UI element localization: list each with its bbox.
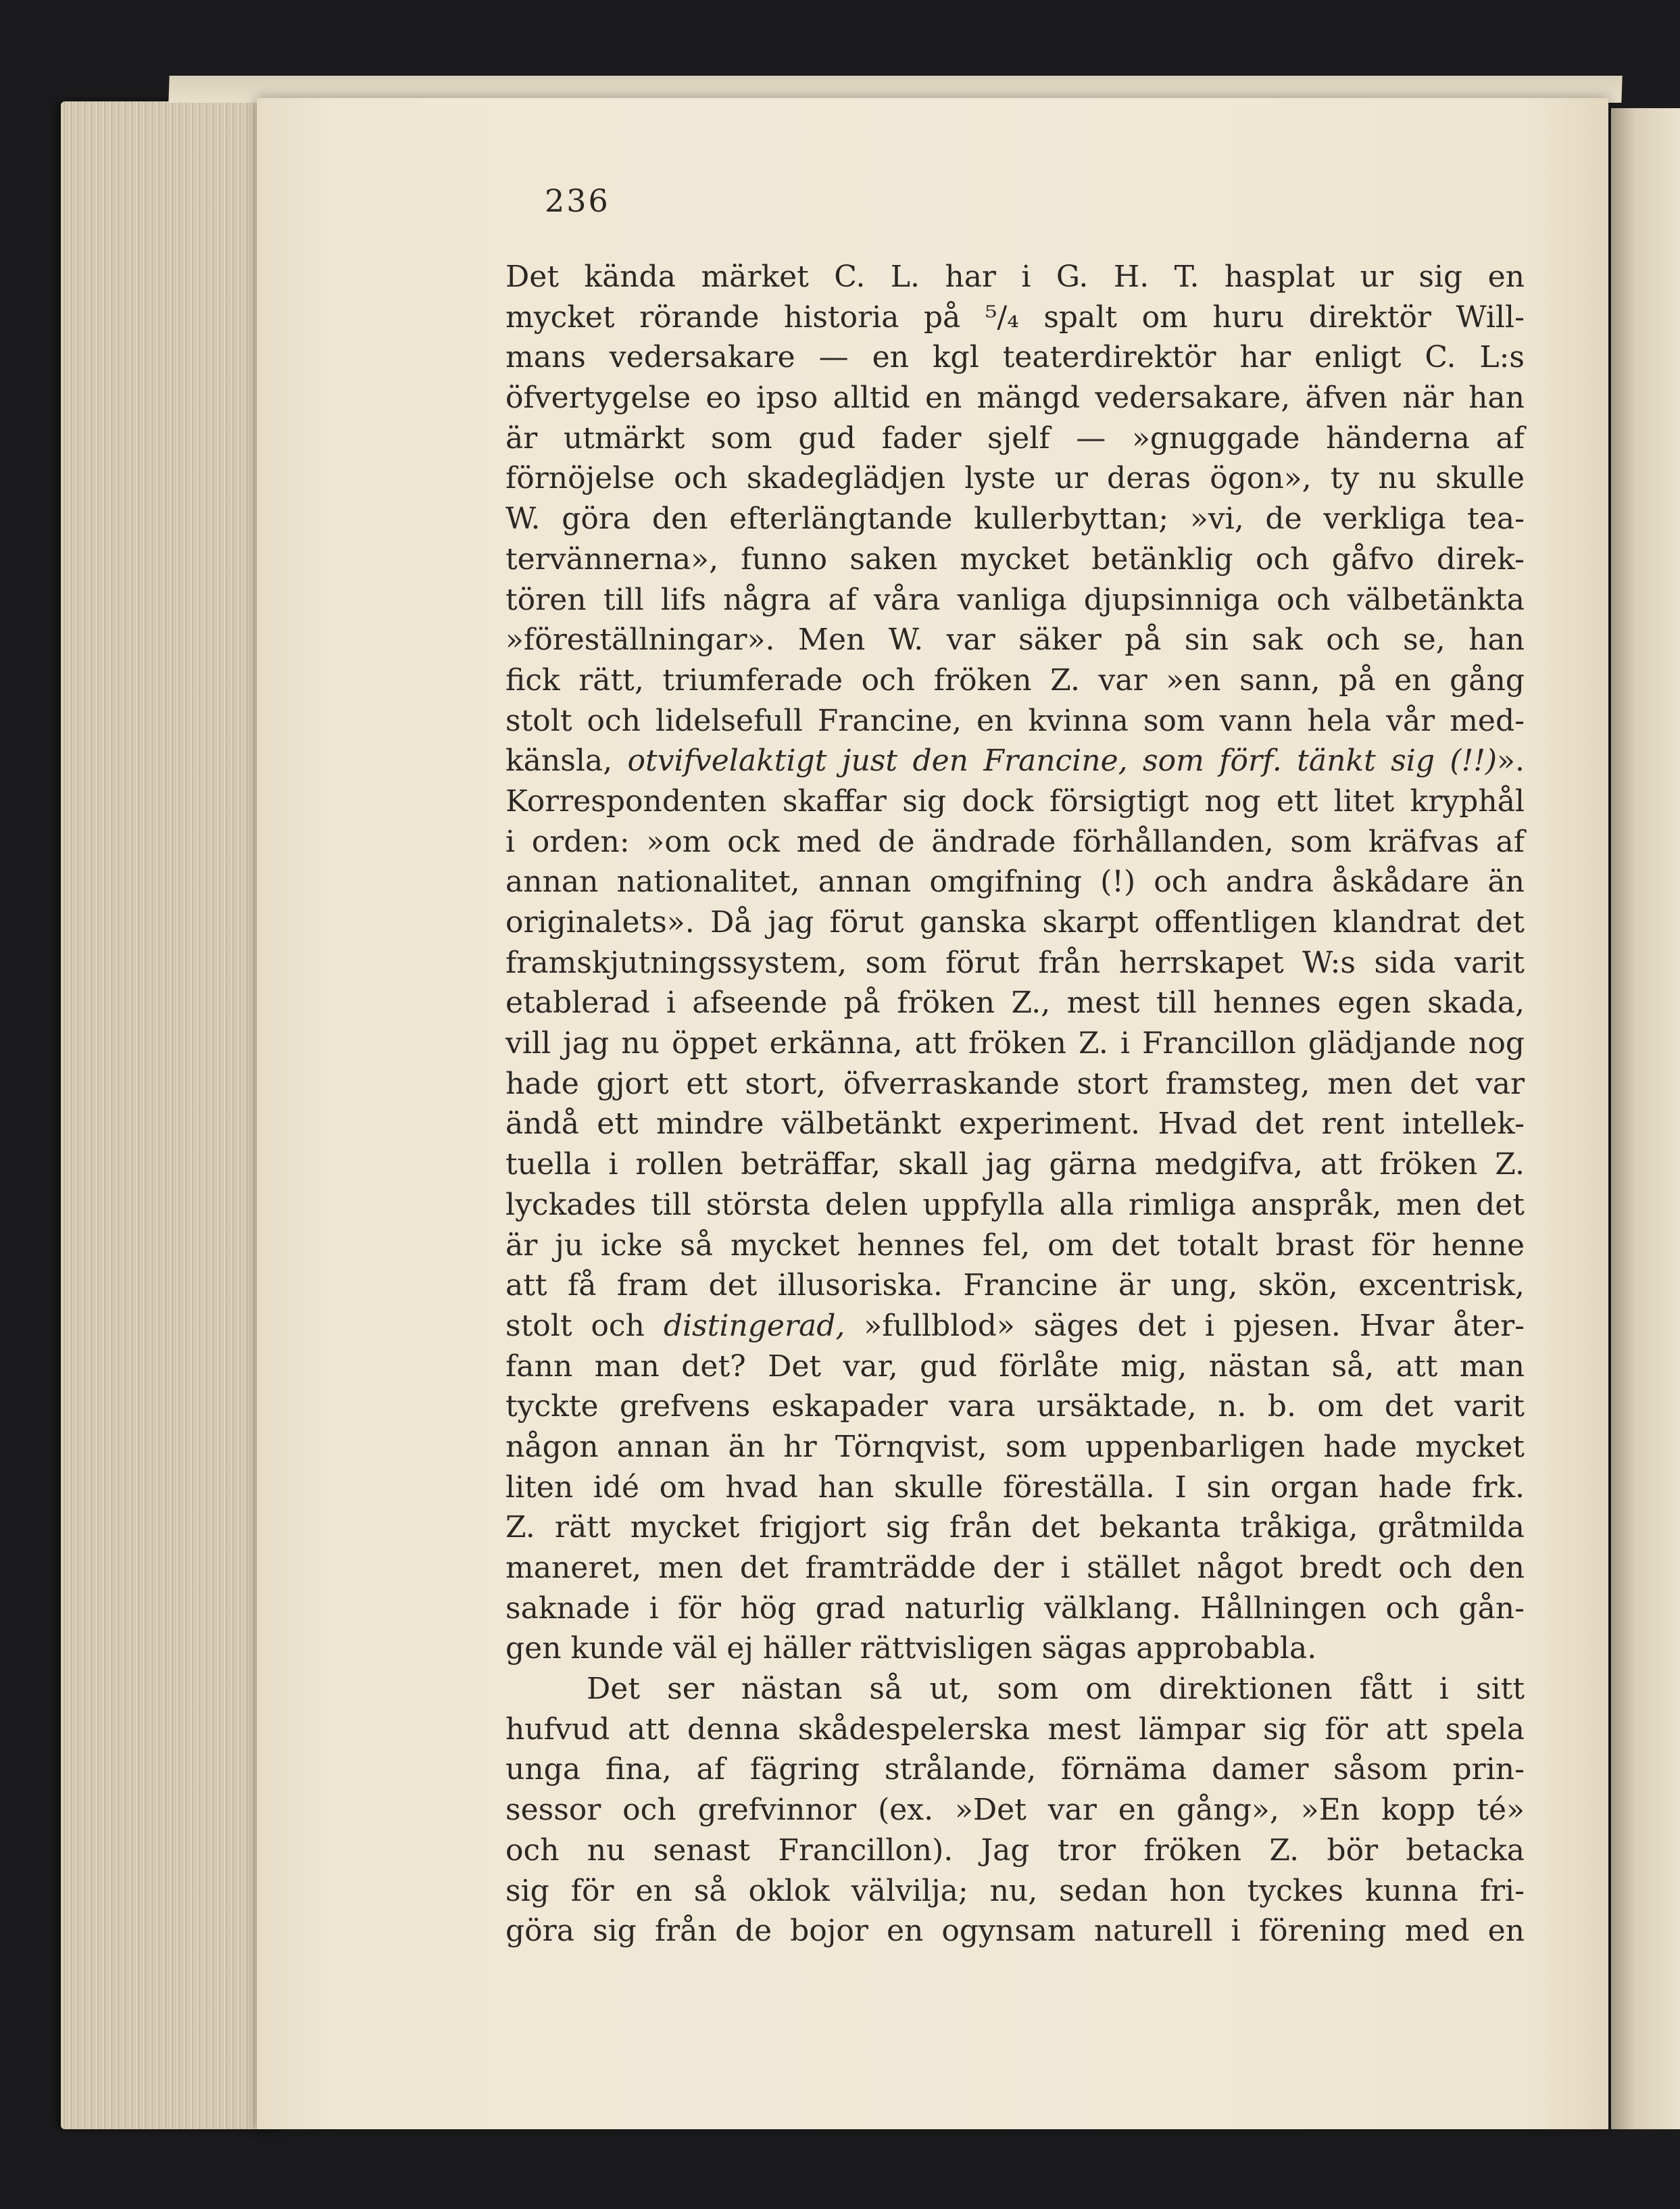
text-line: tuella i rollen beträffar, skall jag gärna medgifva, att fröken Z. — [505, 1147, 1525, 1182]
text-line: i orden: »om ock med de ändrade förhållanden, som kräfvas af — [505, 824, 1525, 859]
text-segment: ». — [1497, 744, 1525, 779]
text-line: mycket rörande historia på ⁵/₄ spalt om huru direktör Will- — [505, 299, 1525, 335]
text-segment: känsla, — [505, 744, 628, 779]
text-segment: »fullblod» säges det i pjesen. Hvar åter- — [845, 1308, 1525, 1343]
text-line: annan nationalitet, annan omgifning (!) och andra åskådare än — [505, 865, 1525, 900]
text-line: hufvud att denna skådespelerska mest lämpar sig för att spela — [505, 1712, 1525, 1747]
text-line: unga fina, af fägring strålande, förnäma damer såsom prin- — [505, 1752, 1525, 1787]
text-line: originalets». Då jag förut ganska skarpt offentligen klandrat det — [505, 905, 1525, 940]
text-line: ändå ett mindre välbetänkt experiment. Hvad det rent intellek- — [505, 1107, 1525, 1142]
facing-page-edge — [1611, 108, 1680, 2129]
text-line: lyckades till största delen uppfylla alla rimliga anspråk, men det — [505, 1187, 1525, 1222]
text-line — [505, 1306, 1525, 1346]
text-line: Det ser nästan så ut, som om direktionen fått i sitt — [587, 1672, 1525, 1707]
text-line: förnöjelse och skadeglädjen lyste ur deras ögon», ty nu skulle — [505, 461, 1525, 496]
text-line: W. göra den efterlängtande kullerbyttan; »vi, de verkliga tea- — [505, 502, 1525, 537]
text-line: är ju icke så mycket hennes fel, om det totalt brast för henne — [505, 1228, 1525, 1263]
text-line: tören till lifs några af våra vanliga djupsinniga och välbetänkta — [505, 582, 1525, 617]
text-line: stolt och lidelsefull Francine, en kvinna som vann hela vår med- — [505, 703, 1525, 738]
book-page-edges — [61, 101, 284, 2129]
text-line: sig för en så oklok välvilja; nu, sedan hon tyckes kunna fri- — [505, 1873, 1525, 1908]
text-line: fick rätt, triumferade och fröken Z. var »en sann, på en gång — [505, 662, 1525, 698]
text-line: framskjutningssystem, som förut från herrskapet W:s sida varit — [505, 945, 1525, 980]
text-line: maneret, men det framträdde der i stället något bredt och den — [505, 1551, 1525, 1585]
italic-text-segment: otvifvelaktigt just den Francine, som förf. tänkt sig (!!) — [627, 744, 1498, 779]
italic-text-segment: distingerad, — [663, 1308, 845, 1343]
text-segment: stolt och — [505, 1308, 664, 1343]
text-line: Korrespondenten skaffar sig dock försigtigt nog ett litet kryphål — [505, 783, 1525, 819]
text-line: etablerad i afseende på fröken Z., mest till hennes egen skada, — [505, 986, 1525, 1021]
text-line: fann man det? Det var, gud förlåte mig, nästan så, att man — [505, 1349, 1525, 1384]
text-line: göra sig från de bojor en ogynsam naturell i förening med en — [505, 1914, 1525, 1949]
text-line: sessor och grefvinnor (ex. »Det var en gång», »En kopp té» — [505, 1793, 1525, 1828]
text-line: öfvertygelse eo ipso alltid en mängd vedersakare, äfven när han — [505, 381, 1525, 416]
text-line: och nu senast Francillon). Jag tror fröken Z. bör betacka — [505, 1832, 1525, 1868]
text-line: vill jag nu öppet erkänna, att fröken Z. i Francillon glädjande nog — [505, 1026, 1525, 1061]
text-line: Z. rätt mycket frigjort sig från det bekanta tråkiga, gråtmilda — [505, 1510, 1525, 1545]
text-line: hade gjort ett stort, öfverraskande stort framsteg, men det var — [505, 1066, 1525, 1101]
text-line: att få fram det illusoriska. Francine är ung, skön, excentrisk, — [505, 1268, 1525, 1303]
page-number: 236 — [545, 183, 610, 219]
text-line: någon annan än hr Törnqvist, som uppenbarligen hade mycket — [505, 1429, 1525, 1464]
text-line: »föreställningar». Men W. var säker på sin sak och se, han — [505, 623, 1525, 658]
text-line: saknade i för hög grad naturlig välklang. Hållningen och gån- — [505, 1591, 1525, 1626]
text-line: tyckte grefvens eskapader vara ursäktade, n. b. om det varit — [505, 1389, 1525, 1424]
text-line: mans vedersakare — en kgl teaterdirektör har enligt C. L:s — [505, 340, 1525, 375]
text-line — [505, 741, 1525, 781]
text-line: gen kunde väl ej häller rättvisligen sägas approbabla. — [505, 1631, 1317, 1666]
text-line: liten idé om hvad han skulle föreställa. I sin organ hade frk. — [505, 1470, 1525, 1505]
body-text — [505, 257, 1525, 1951]
text-line: Det kända märket C. L. har i G. H. T. hasplat ur sig en — [505, 260, 1525, 294]
text-line: är utmärkt som gud fader sjelf — »gnuggade händerna af — [505, 420, 1525, 456]
text-line: tervännerna», funno saken mycket betänklig och gåfvo direk- — [505, 541, 1525, 577]
